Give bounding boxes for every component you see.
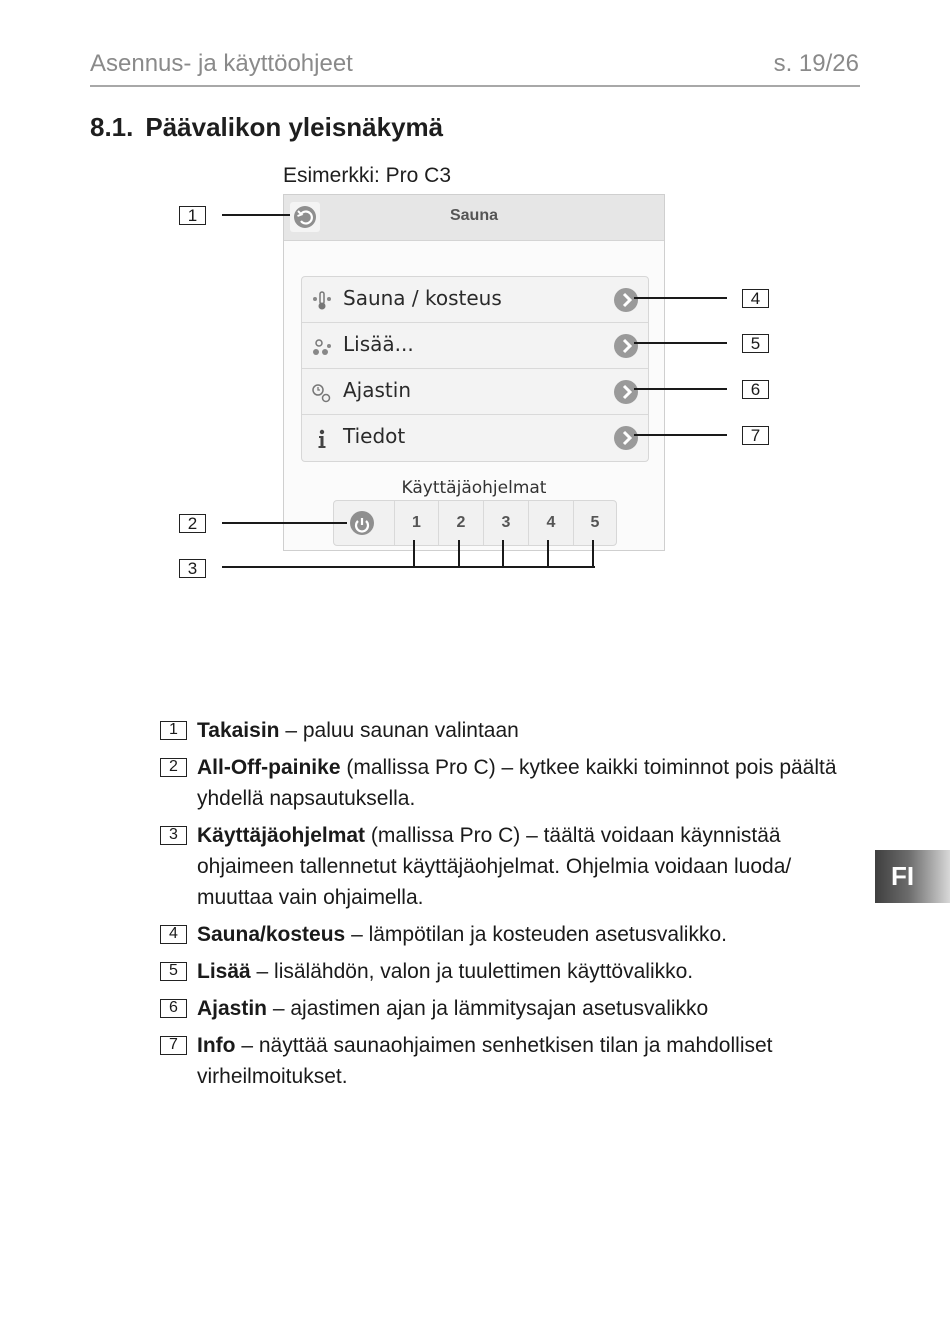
legend-description: – paluu saunan valintaan <box>279 719 519 742</box>
menu-item-timer[interactable] <box>302 369 648 415</box>
chevron-right-icon <box>614 334 638 358</box>
legend-text <box>197 820 840 913</box>
legend-term: Käyttäjäohjelmat <box>197 824 366 847</box>
menu-item-label: Ajastin <box>343 378 411 402</box>
legend-text <box>197 956 840 987</box>
legend-item-1 <box>160 715 840 746</box>
legend-badge: 4 <box>160 925 187 944</box>
callout-line-5 <box>634 342 727 344</box>
header-divider <box>90 85 860 87</box>
extras-icon <box>311 337 333 357</box>
legend-badge: 5 <box>160 962 187 981</box>
callout-line-6 <box>634 388 727 390</box>
chevron-right-icon <box>614 426 638 450</box>
legend-badge: 7 <box>160 1036 187 1055</box>
menu-item-sauna-humidity[interactable] <box>302 277 648 323</box>
legend-description: – lämpötilan ja kosteuden asetusvalikko. <box>345 923 727 946</box>
callout-line-3 <box>222 566 595 568</box>
legend-text <box>197 715 840 746</box>
user-program-3-button[interactable]: 3 <box>483 501 528 545</box>
callout-line-3-tick <box>592 540 594 567</box>
main-menu <box>301 276 649 462</box>
user-programs-label: Käyttäjäohjelmat <box>401 478 547 498</box>
legend-item-5 <box>160 956 840 987</box>
legend-term: Sauna/kosteus <box>197 923 346 946</box>
legend-term: Takaisin <box>197 719 280 742</box>
menu-item-info[interactable] <box>302 415 648 461</box>
thermometer-humidity-icon <box>311 291 333 311</box>
example-caption: Esimerkki: Pro C3 <box>283 164 452 187</box>
callout-line-3-tick <box>547 540 549 567</box>
callout-line-3-tick <box>413 540 415 567</box>
chevron-right-icon <box>614 288 638 312</box>
legend-description: – näyttää saunaohjaimen senhetkisen tilan ja mahdolliset virheilmoitukset. <box>197 1034 773 1088</box>
callout-badge-2: 2 <box>179 514 206 533</box>
legend-badge: 1 <box>160 721 187 740</box>
legend-term: Info <box>197 1034 236 1057</box>
legend-term: All-Off-painike <box>197 756 341 779</box>
device-screen <box>283 194 665 551</box>
callout-line-2 <box>222 522 347 524</box>
language-tab: FI <box>875 850 950 903</box>
callout-line-3-tick <box>502 540 504 567</box>
callout-line-3-tick <box>458 540 460 567</box>
user-program-2-button[interactable]: 2 <box>438 501 483 545</box>
header-page-number: s. 19/26 <box>773 50 859 77</box>
screen-title: Sauna <box>449 207 498 224</box>
legend-description: (mallissa Pro C) – kytkee kaikki toiminnot pois päältä yhdellä napsautuksella. <box>197 756 837 810</box>
legend-item-3 <box>160 820 840 913</box>
callout-line-4 <box>634 297 727 299</box>
legend-term: Lisää <box>197 960 251 983</box>
user-programs-bar <box>333 500 617 546</box>
screen-header <box>284 195 664 241</box>
menu-item-label: Sauna / kosteus <box>343 286 502 310</box>
menu-item-label: Lisää... <box>343 332 414 356</box>
menu-item-more[interactable] <box>302 323 648 369</box>
callout-line-7 <box>634 434 727 436</box>
legend-item-6 <box>160 993 840 1024</box>
section-number: 8.1. <box>90 112 134 142</box>
callout-line-1 <box>222 214 290 216</box>
callout-badge-3: 3 <box>179 559 206 578</box>
callout-badge-7: 7 <box>742 426 769 445</box>
legend-text <box>197 993 840 1024</box>
legend-term: Ajastin <box>197 997 268 1020</box>
chevron-right-icon <box>614 380 638 404</box>
legend-description: (mallissa Pro C) – täältä voidaan käynnistää ohjaimeen tallennetut käyttäjäohjelmat. Ohjelmia voidaan luoda/ muuttaa vain ohjaimella. <box>197 824 792 909</box>
menu-item-label: Tiedot <box>343 424 406 448</box>
legend-text <box>197 1030 840 1092</box>
callout-badge-6: 6 <box>742 380 769 399</box>
legend-description: – lisälähdön, valon ja tuulettimen käyttövalikko. <box>250 960 694 983</box>
callout-badge-1: 1 <box>179 206 206 225</box>
user-program-5-button[interactable]: 5 <box>573 501 616 545</box>
legend-badge: 3 <box>160 826 187 845</box>
legend-text <box>197 752 840 814</box>
header-document-title: Asennus- ja käyttöohjeet <box>90 50 353 77</box>
user-program-4-button[interactable]: 4 <box>528 501 573 545</box>
timer-icon <box>311 383 333 403</box>
legend-description: – ajastimen ajan ja lämmitysajan asetusvalikko <box>267 997 709 1020</box>
legend-text <box>197 919 840 950</box>
power-icon <box>350 511 374 535</box>
legend-badge: 6 <box>160 999 187 1018</box>
section-title: Päävalikon yleisnäkymä <box>145 112 444 142</box>
section-heading <box>90 112 443 143</box>
legend-item-4 <box>160 919 840 950</box>
legend-badge: 2 <box>160 758 187 777</box>
callout-badge-4: 4 <box>742 289 769 308</box>
info-icon <box>311 429 333 449</box>
user-program-1-button[interactable]: 1 <box>394 501 438 545</box>
legend-item-7 <box>160 1030 840 1092</box>
callout-badge-5: 5 <box>742 334 769 353</box>
legend-item-2 <box>160 752 840 814</box>
